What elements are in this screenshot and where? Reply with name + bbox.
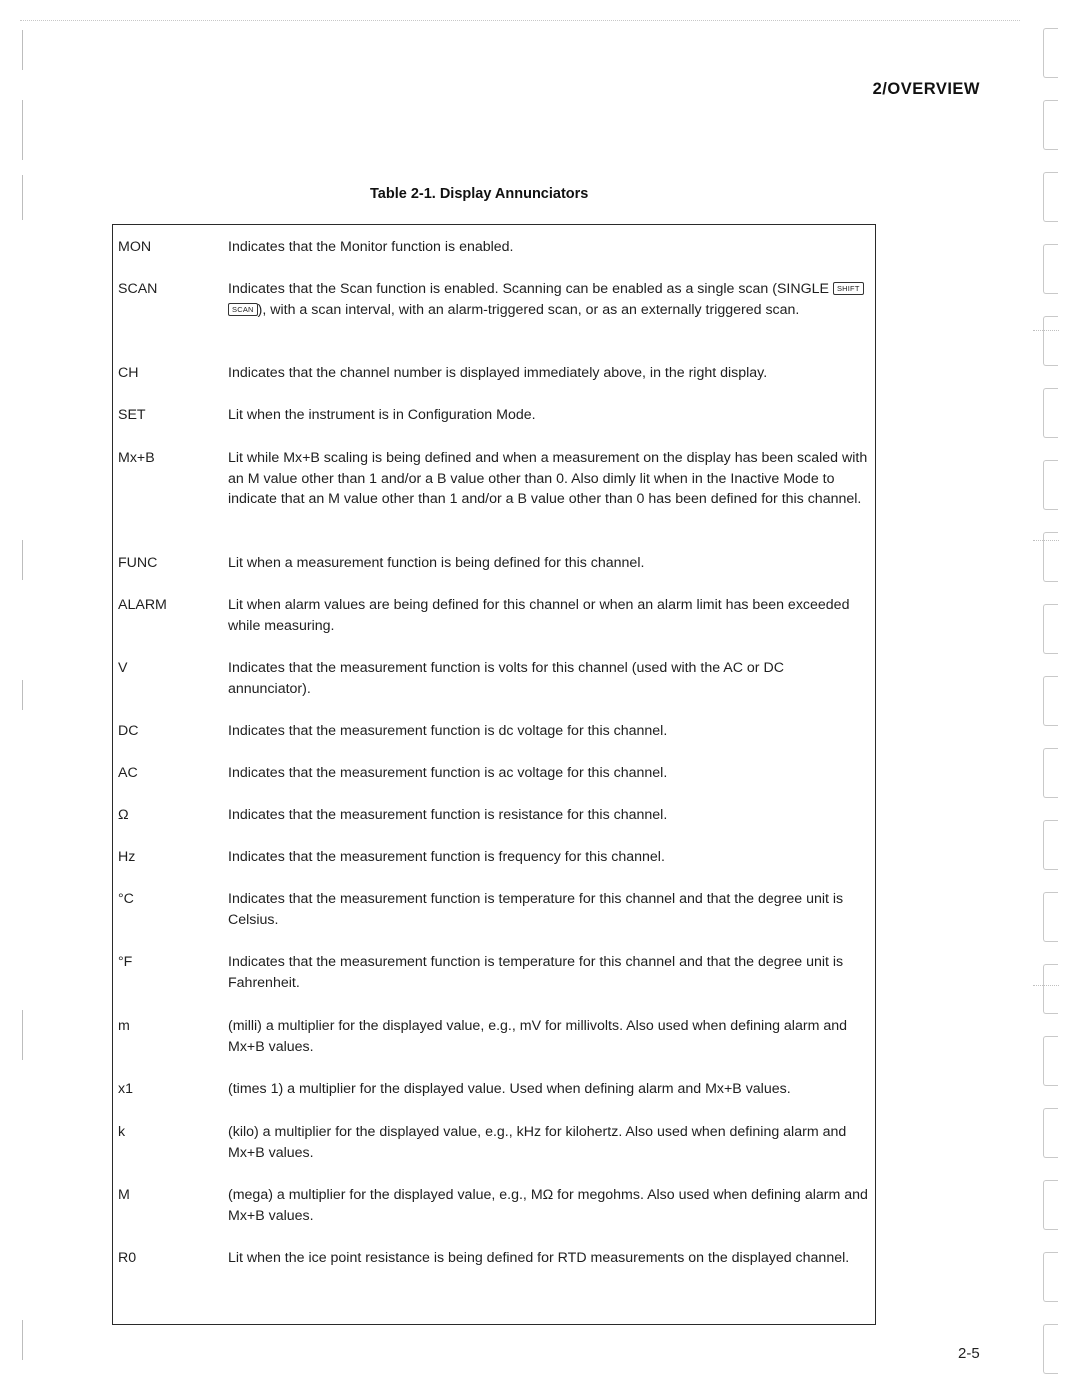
annunciator-label: ALARM (118, 597, 167, 613)
index-tab-dots (1033, 330, 1059, 331)
annunciator-label: R0 (118, 1250, 137, 1266)
annunciator-label: M (118, 1187, 130, 1203)
shift-key-icon: SHIFT (833, 282, 864, 295)
scan-key-icon: SCAN (228, 303, 258, 316)
description-text: Indicates that the Scan function is enabled. Scanning can be enabled as a single scan (SINGLE (228, 281, 833, 297)
index-tab-mark (1043, 1036, 1058, 1086)
annunciator-description: Indicates that the measurement function is frequency for this channel. (228, 849, 665, 865)
index-tab-mark (1043, 748, 1058, 798)
scan-margin-mark (22, 680, 23, 710)
index-tab-mark (1043, 316, 1058, 366)
index-tab-mark (1043, 1180, 1058, 1230)
annunciator-description: (kilo) a multiplier for the displayed value, e.g., kHz for kilohertz. Also used when defining alarm and Mx+B values. (228, 1124, 847, 1161)
index-tab-dots (1033, 985, 1059, 986)
annunciator-label: °C (118, 891, 134, 907)
section-header: 2/OVERVIEW (872, 80, 980, 98)
annunciator-label: FUNC (118, 555, 158, 571)
annunciator-description: Indicates that the measurement function is volts for this channel (used with the AC or DC annunciator). (228, 660, 784, 697)
index-tab-mark (1043, 892, 1058, 942)
table-title: Table 2-1. Display Annunciators (370, 186, 589, 202)
ohm-symbol-label: Ω (118, 807, 129, 823)
annunciator-label: Hz (118, 849, 136, 865)
annunciator-label: k (118, 1124, 126, 1140)
annunciator-description: Lit while Mx+B scaling is being defined and when a measurement on the display has been scaled with an M value other than 1 and/or a B value other than 0. Also dimly lit when in the Inactive Mode to indicate that an M value other than 1 and/or a B value other than 0 has been defined for this channel. (228, 450, 868, 507)
index-tab-mark (1043, 244, 1058, 294)
index-tab-dots (1033, 540, 1059, 541)
annunciator-description: Lit when the ice point resistance is being defined for RTD measurements on the displayed channel. (228, 1250, 850, 1266)
annunciator-label: V (118, 660, 128, 676)
annunciator-description: Indicates that the measurement function is dc voltage for this channel. (228, 723, 668, 739)
index-tab-mark (1043, 388, 1058, 438)
annunciator-description: Indicates that the measurement function is resistance for this channel. (228, 807, 668, 823)
annunciator-label: MON (118, 239, 152, 255)
index-tab-mark (1043, 964, 1058, 1014)
index-tab-mark (1043, 1324, 1058, 1374)
annunciator-description: Indicates that the measurement function is temperature for this channel and that the degree unit is Fahrenheit. (228, 954, 844, 991)
annunciator-label: AC (118, 765, 138, 781)
annunciator-description: (milli) a multiplier for the displayed value, e.g., mV for millivolts. Also used when defining alarm and Mx+B values. (228, 1018, 848, 1055)
annunciator-label: °F (118, 954, 133, 970)
scan-margin-mark (22, 175, 23, 220)
index-tab-mark (1043, 1252, 1058, 1302)
annunciator-label: m (118, 1018, 130, 1034)
scan-margin-mark (22, 1010, 23, 1060)
page-number: 2-5 (958, 1345, 980, 1362)
annunciator-description: (mega) a multiplier for the displayed value, e.g., MΩ for megohms. Also used when defining alarm and Mx+B values. (228, 1187, 868, 1224)
scan-margin-mark (22, 30, 23, 70)
annunciator-description: Lit when the instrument is in Configuration Mode. (228, 407, 536, 423)
annunciator-description: (times 1) a multiplier for the displayed value. Used when defining alarm and Mx+B values. (228, 1081, 791, 1097)
scan-border-dots (20, 20, 1020, 21)
annunciator-description: Indicates that the Monitor function is enabled. (228, 239, 514, 255)
annunciator-label: Mx+B (118, 450, 155, 466)
index-tab-mark (1043, 100, 1058, 150)
annunciator-label: SET (118, 407, 146, 423)
scan-margin-mark (22, 100, 23, 160)
annunciator-description: Indicates that the channel number is displayed immediately above, in the right display. (228, 365, 768, 381)
annunciator-description (228, 279, 868, 320)
annunciator-label: DC (118, 723, 139, 739)
index-tab-mark (1043, 460, 1058, 510)
index-tab-mark (1043, 172, 1058, 222)
index-tab-mark (1043, 820, 1058, 870)
index-tab-mark (1043, 28, 1058, 78)
scan-margin-mark (22, 1320, 23, 1360)
annunciator-description: Lit when a measurement function is being defined for this channel. (228, 555, 645, 571)
annunciator-label: SCAN (118, 281, 158, 297)
index-tab-mark (1043, 1108, 1058, 1158)
annunciator-description: Lit when alarm values are being defined for this channel or when an alarm limit has been exceeded while measuring. (228, 597, 850, 634)
description-text: ), with a scan interval, with an alarm-triggered scan, or as an externally triggered scan. (257, 301, 800, 318)
annunciator-label: CH (118, 365, 139, 381)
annunciator-label: x1 (118, 1081, 133, 1097)
annunciator-description: Indicates that the measurement function is temperature for this channel and that the degree unit is Celsius. (228, 891, 844, 928)
index-tab-mark (1043, 676, 1058, 726)
scan-margin-mark (22, 540, 23, 580)
annunciator-description: Indicates that the measurement function is ac voltage for this channel. (228, 765, 668, 781)
index-tab-mark (1043, 604, 1058, 654)
